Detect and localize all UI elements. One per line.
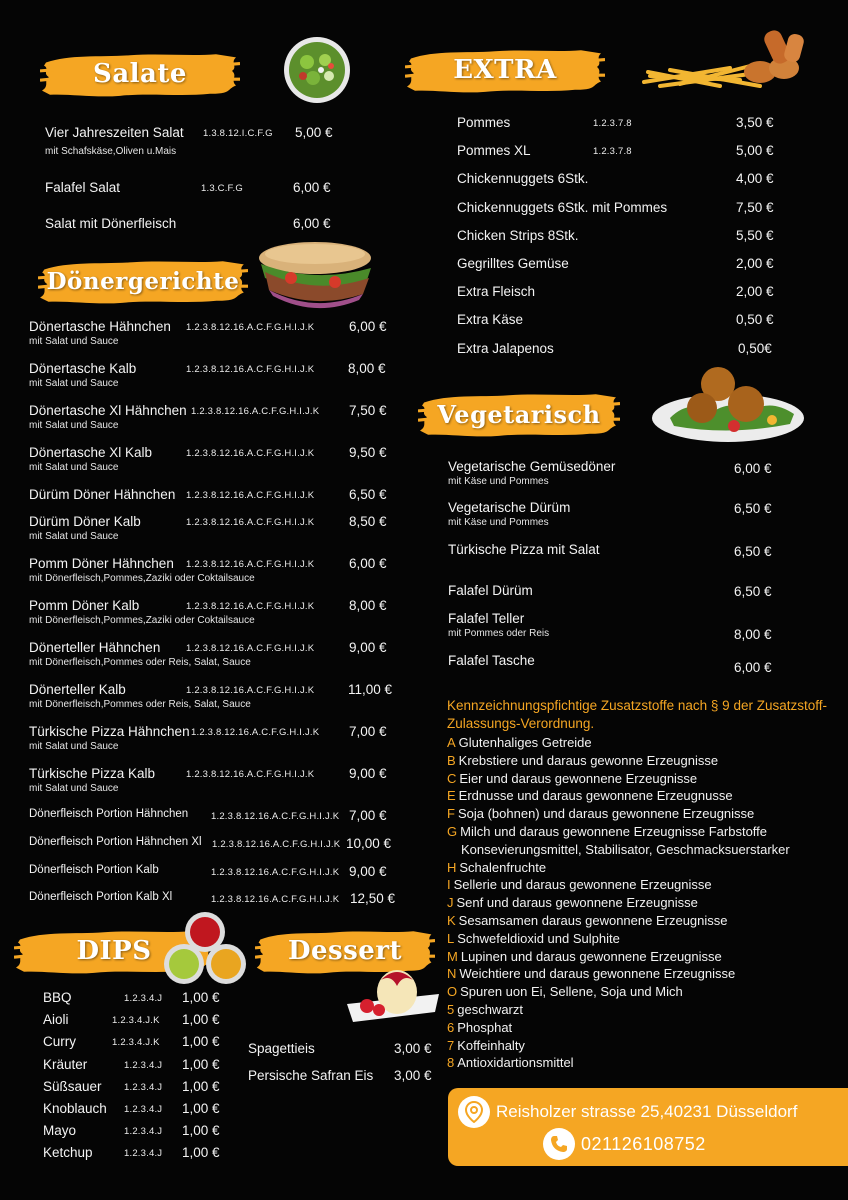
item-name: Dönerteller Kalb: [29, 682, 126, 697]
item-price: 6,50 €: [734, 584, 772, 599]
address-line: [458, 1096, 797, 1128]
allergen-item: [447, 1037, 827, 1055]
allergen-text: Sellerie und daraus gewonnene Erzeugnisse: [453, 877, 712, 893]
allergen-key: F: [447, 806, 455, 822]
item-price: 5,00 €: [295, 125, 333, 140]
phone-line: [543, 1128, 706, 1160]
item-code: 1.2.3.8.12.16.A.C.F.G.H.I.J.K: [186, 769, 315, 780]
item-price: 8,50 €: [349, 514, 387, 529]
item-price: 0,50€: [738, 340, 772, 356]
item-name: Dürüm Döner Kalb: [29, 514, 141, 529]
item-name: Dönerfleisch Portion Kalb: [29, 864, 159, 876]
allergen-text: Schalenfruchte: [459, 859, 547, 875]
section-title: DIPS: [76, 936, 152, 966]
salad-bowl-image: [283, 36, 351, 104]
item-code: 1.2.3.8.12.16.A.C.F.G.H.I.J.K: [186, 364, 315, 375]
allergen-key: 8: [447, 1055, 455, 1071]
item-price: 7,50 €: [349, 403, 387, 418]
allergen-text: geschwarzt: [457, 1001, 523, 1017]
item-name: Chickennuggets 6Stk.: [457, 171, 589, 187]
item-name: Ketchup: [43, 1145, 93, 1161]
item-price: 2,00 €: [736, 256, 774, 271]
allergen-key: G: [447, 823, 458, 839]
allergen-text: Erdnusse und daraus gewonnene Erzeugnusse: [458, 788, 733, 804]
item-description: mit Pommes oder Reis: [448, 628, 550, 639]
allergen-notes: [447, 697, 827, 1072]
allergen-key: 7: [447, 1037, 455, 1053]
item-description: mit Schafskäse,Oliven u.Mais: [45, 146, 177, 157]
section-title: Dessert: [287, 936, 403, 966]
allergen-text: Milch und daraus gewonnene Erzeugnisse Farbstoffe: [460, 823, 768, 839]
section-title: Salate: [93, 59, 187, 89]
item-code: 1.2.3.8.12.16.A.C.F.G.H.I.J.K: [186, 490, 315, 501]
item-price: 3,00 €: [394, 1068, 432, 1083]
allergen-heading: Kennzeichnungspfichtige Zusatzstoffe nach § 9 der Zusatzstoff-Zulassungs-Verordnung.: [447, 698, 827, 731]
falafel-plate-image: [650, 362, 810, 446]
item-name: Vegetarische Gemüsedöner: [448, 459, 616, 474]
item-name: Curry: [43, 1034, 76, 1050]
allergen-text: Lupinen und daraus gewonnene Erzeugnisse: [460, 948, 722, 964]
item-description: mit Salat und Sauce: [29, 783, 119, 794]
phone-icon: [543, 1128, 575, 1160]
item-name: Dönertasche Kalb: [29, 361, 137, 376]
item-code: 1.2.3.8.12.16.A.C.F.G.H.I.J.K: [186, 448, 315, 459]
item-name: Falafel Tasche: [448, 653, 535, 668]
item-name: Vier Jahreszeiten Salat: [45, 125, 184, 140]
allergen-key: M: [447, 948, 458, 964]
item-name: Persische Safran Eis: [248, 1068, 374, 1083]
item-code: 1.2.3.4.J: [124, 1126, 163, 1138]
allergen-item: [447, 1054, 827, 1072]
salate-header: [40, 48, 240, 100]
dip-bowls-image: [162, 910, 248, 986]
item-description: mit Käse und Pommes: [448, 476, 549, 487]
item-price: 1,00 €: [182, 1145, 220, 1161]
item-price: 6,00 €: [293, 216, 331, 231]
item-name: Falafel Dürüm: [448, 583, 533, 598]
item-name: Gegrilltes Gemüse: [457, 256, 569, 271]
item-price: 2,00 €: [736, 284, 774, 300]
item-price: 6,00 €: [734, 660, 772, 675]
allergen-key: 5: [447, 1001, 455, 1017]
item-code: 1.2.3.4.J.K: [112, 1037, 160, 1049]
vegetarisch-header: [418, 388, 620, 440]
allergen-item: [447, 1019, 827, 1037]
item-price: 1,00 €: [182, 990, 220, 1005]
item-code: 1.2.3.8.12.16.A.C.F.G.H.I.J.K: [186, 322, 315, 333]
section-title: EXTRA: [453, 55, 557, 85]
item-price: 9,50 €: [349, 445, 387, 460]
item-name: Extra Käse: [457, 312, 524, 328]
allergen-item: [447, 1001, 827, 1019]
allergen-key: E: [447, 788, 456, 804]
item-name: Dönerfleisch Portion Hähnchen: [29, 808, 189, 820]
allergen-text: Phosphat: [457, 1019, 513, 1035]
item-description: mit Salat und Sauce: [29, 378, 119, 389]
spaghetti-ice-image: [343, 966, 443, 1030]
item-name: Pomm Döner Kalb: [29, 598, 140, 613]
section-title: Vegetarisch: [437, 399, 601, 429]
item-code: 1.2.3.8.12.16.A.C.F.G.H.I.J.K: [211, 811, 340, 822]
allergen-key: A: [447, 735, 456, 750]
item-code: 1.2.3.8.12.16.A.C.F.G.H.I.J.K: [191, 727, 320, 738]
item-name: Dönerteller Hähnchen: [29, 640, 161, 655]
item-name: Salat mit Dönerfleisch: [45, 216, 177, 231]
item-price: 3,50 €: [736, 115, 774, 130]
item-name: Falafel Teller: [448, 611, 525, 626]
allergen-key: 6: [447, 1019, 455, 1035]
item-name: Pommes XL: [457, 143, 531, 159]
item-description: mit Käse und Pommes: [448, 517, 549, 528]
allergen-item: [447, 823, 827, 841]
item-code: 1.2.3.8.12.16.A.C.F.G.H.I.J.K: [186, 601, 315, 612]
contact-bar: [448, 1088, 848, 1166]
item-price: 1,00 €: [182, 1123, 220, 1139]
item-description: mit Dönerfleisch,Pommes oder Reis, Salat, Sauce: [29, 657, 251, 668]
item-price: 5,50 €: [736, 227, 774, 243]
allergen-item: [447, 894, 827, 912]
allergen-key: C: [447, 770, 457, 786]
allergen-item: [447, 912, 827, 930]
location-pin-icon: [458, 1096, 490, 1128]
item-price: 1,00 €: [182, 1056, 220, 1072]
item-price: 6,00 €: [293, 180, 331, 195]
item-code: 1.3.8.12.I.C.F.G: [203, 128, 273, 139]
item-price: 11,00 €: [348, 682, 393, 697]
item-code: 1.2.3.7.8: [593, 146, 632, 158]
item-name: Türkische Pizza mit Salat: [448, 542, 600, 557]
allergen-item: [447, 734, 827, 752]
item-price: 6,00 €: [349, 556, 387, 571]
allergen-item: [447, 930, 827, 948]
allergen-key: N: [447, 966, 457, 982]
item-name: BBQ: [43, 990, 72, 1005]
item-name: Dönertasche Xl Hähnchen: [29, 403, 187, 418]
phone-number[interactable]: 021126108752: [581, 1133, 706, 1154]
item-name: Chicken Strips 8Stk.: [457, 227, 579, 243]
item-code: 1.2.3.8.12.16.A.C.F.G.H.I.J.K: [186, 685, 315, 696]
item-price: 8,00 €: [348, 361, 386, 376]
item-name: Dönertasche Hähnchen: [29, 319, 171, 334]
section-title: Dönergerichte: [46, 267, 240, 295]
item-name: Extra Jalapenos: [457, 340, 554, 356]
allergen-item: [447, 859, 827, 877]
item-code: 1.2.3.4.J: [124, 993, 163, 1004]
item-price: 8,00 €: [734, 627, 772, 642]
item-code: 1.2.3.8.12.16.A.C.F.G.H.I.J.K: [186, 643, 315, 654]
item-description: mit Dönerfleisch,Pommes oder Reis, Salat, Sauce: [29, 699, 251, 710]
item-price: 9,00 €: [349, 864, 387, 879]
item-name: Pommes: [457, 115, 511, 130]
item-price: 1,00 €: [182, 1012, 220, 1028]
allergen-item: [447, 876, 827, 894]
allergen-text: Weichtiere und daraus gewonnene Erzeugnisse: [459, 966, 736, 982]
item-price: 12,50 €: [350, 891, 396, 906]
item-name: Aioli: [43, 1012, 69, 1028]
item-price: 6,00 €: [349, 319, 387, 334]
item-price: 1,00 €: [182, 1101, 220, 1116]
item-name: Dürüm Döner Hähnchen: [29, 487, 176, 502]
item-name: Dönerfleisch Portion Kalb Xl: [29, 891, 173, 903]
item-price: 6,50 €: [734, 544, 772, 559]
item-price: 7,00 €: [349, 808, 387, 823]
item-code: 1.2.3.8.12.16.A.C.F.G.H.I.J.K: [186, 517, 315, 528]
item-code: 1.2.3.8.12.16.A.C.F.G.H.I.J.K: [211, 867, 340, 878]
allergen-key: O: [447, 984, 458, 1000]
item-description: mit Salat und Sauce: [29, 741, 119, 752]
item-description: mit Dönerfleisch,Pommes,Zaziki oder Coktailsauce: [29, 573, 255, 584]
allergen-text: Senf und daraus gewonnene Erzeugnisse: [456, 895, 698, 911]
item-price: 6,50 €: [734, 501, 772, 516]
item-code: 1.2.3.4.J: [124, 1059, 163, 1071]
item-price: 8,00 €: [349, 598, 387, 613]
allergen-key: H: [447, 859, 457, 875]
item-price: 4,00 €: [736, 171, 774, 187]
item-name: Süßsauer: [43, 1078, 102, 1094]
item-name: Dönertasche Xl Kalb: [29, 445, 153, 460]
item-code: 1.2.3.4.J: [124, 1104, 163, 1115]
allergen-text: Eier und daraus gewonnene Erzeugnisse: [459, 770, 698, 786]
allergen-key: J: [447, 895, 454, 911]
item-name: Türkische Pizza Hähnchen: [29, 724, 190, 739]
item-code: 1.3.C.F.G: [201, 183, 243, 194]
allergen-key: L: [447, 930, 455, 946]
item-code: 1.2.3.4.J: [124, 1148, 163, 1160]
doener-header: [38, 255, 248, 307]
doener-sandwich-image: [255, 238, 377, 314]
item-price: 9,00 €: [349, 766, 387, 781]
item-description: mit Salat und Sauce: [29, 420, 119, 431]
address-text: Reisholzer strasse 25,40231 Düsseldorf: [496, 1102, 798, 1121]
item-name: Falafel Salat: [45, 180, 121, 195]
item-price: 3,00 €: [394, 1041, 432, 1056]
allergen-text: Sesamsamen daraus gewonnene Erzeugnisse: [458, 912, 728, 928]
item-price: 0,50 €: [736, 312, 774, 328]
item-price: 6,50 €: [349, 487, 387, 502]
item-code: 1.2.3.4.J.K: [112, 1015, 160, 1027]
item-code: 1.2.3.8.12.16.A.C.F.G.H.I.J.K: [191, 406, 320, 417]
item-price: 9,00 €: [349, 640, 387, 655]
item-price: 6,00 €: [734, 461, 772, 476]
item-description: mit Salat und Sauce: [29, 531, 119, 542]
item-code: 1.2.3.8.12.16.A.C.F.G.H.I.J.K: [186, 559, 315, 570]
item-name: Vegetarische Dürüm: [448, 500, 571, 515]
allergen-item: [447, 787, 827, 805]
allergen-item: [447, 965, 827, 983]
allergen-text: Schwefeldioxid und Sulphite: [457, 930, 620, 946]
fries-nuggets-image: [640, 28, 808, 94]
allergen-item: [447, 841, 827, 859]
allergen-item: [447, 752, 827, 770]
allergen-text: Spuren uon Ei, Sellene, Soja und Mich: [460, 984, 683, 1000]
item-code: 1.2.3.4.J: [124, 1081, 163, 1093]
allergen-item: [447, 805, 827, 823]
item-description: mit Salat und Sauce: [29, 336, 119, 347]
item-name: Türkische Pizza Kalb: [29, 766, 156, 781]
item-price: 1,00 €: [182, 1078, 220, 1094]
item-description: mit Dönerfleisch,Pommes,Zaziki oder Coktailsauce: [29, 615, 255, 626]
item-price: 7,50 €: [736, 199, 774, 215]
allergen-item: [447, 983, 827, 1001]
item-name: Mayo: [43, 1123, 77, 1139]
allergen-text: Konsevierungsmittel, Stabilisator, Geschmacksuerstarker: [461, 841, 790, 857]
item-name: Knoblauch: [43, 1101, 107, 1116]
allergen-text: Soja (bohnen) und daraus gewonnene Erzeugnisse: [457, 806, 755, 822]
allergen-text: Glutenhaliges Getreide: [458, 735, 592, 750]
item-code: 1.2.3.8.12.16.A.C.F.G.H.I.J.K: [211, 894, 340, 905]
allergen-item: [447, 948, 827, 966]
allergen-key: I: [447, 877, 451, 893]
allergen-text: Krebstiere und daraus gewonne Erzeugnisse: [458, 752, 719, 768]
item-name: Extra Fleisch: [457, 284, 536, 300]
item-name: Pomm Döner Hähnchen: [29, 556, 174, 571]
item-code: 1.2.3.8.12.16.A.C.F.G.H.I.J.K: [212, 839, 341, 850]
item-name: Chickennuggets 6Stk. mit Pommes: [457, 199, 668, 215]
allergen-item: [447, 770, 827, 788]
item-name: Dönerfleisch Portion Hähnchen Xl: [29, 836, 202, 848]
allergen-key: K: [447, 912, 456, 928]
allergen-key: B: [447, 752, 456, 768]
item-price: 10,00 €: [346, 836, 392, 851]
item-description: mit Salat und Sauce: [29, 462, 119, 473]
item-price: 7,00 €: [349, 724, 387, 739]
item-code: 1.2.3.7.8: [593, 118, 632, 129]
item-name: Spagettieis: [248, 1041, 315, 1056]
item-name: Kräuter: [43, 1056, 88, 1072]
extra-header: [405, 44, 605, 96]
allergen-text: Antioxidartionsmittel: [457, 1055, 574, 1071]
allergen-text: Koffeinhalty: [457, 1037, 525, 1053]
item-price: 1,00 €: [182, 1034, 220, 1050]
item-price: 5,00 €: [736, 143, 774, 159]
